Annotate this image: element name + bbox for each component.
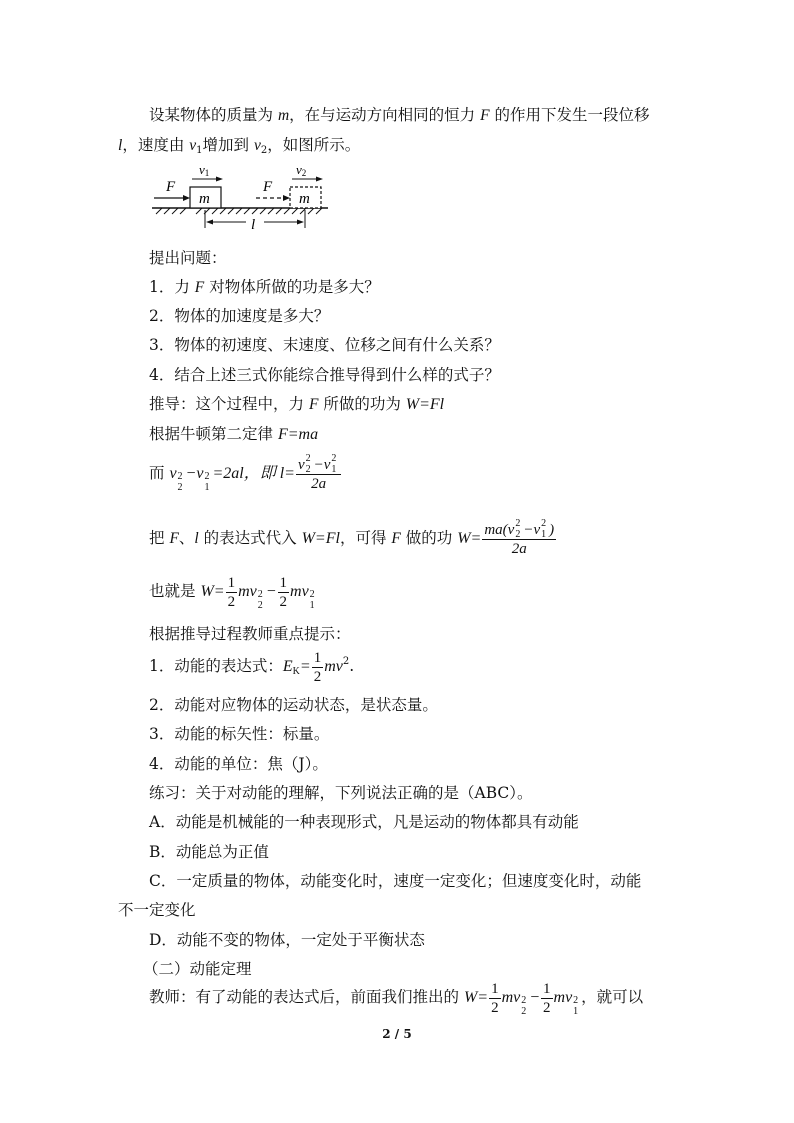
v1-label: v1 [199, 162, 210, 178]
velocity-arrowhead-v2 [316, 177, 323, 182]
derivation-substitute: 把 F、l 的表达式代入 W=Fl，可得 F 做的功 W= ma(v 2 2 −v 2 1 ) 2a [149, 518, 555, 557]
force-arrowhead-initial [183, 195, 190, 201]
question-4: 4．结合上述三式你能综合推导得到什么样的式子？ [149, 366, 500, 384]
work-fraction: ma(v 2 2 −v 2 1 ) 2a [484, 518, 555, 557]
velocity-arrowhead-v1 [216, 177, 223, 182]
motion-diagram [150, 158, 330, 236]
question-1: 1．力 F 对物体所做的功是多大？ [149, 278, 380, 296]
force-label-final: F [263, 179, 273, 195]
block-initial-mass-label: m [199, 191, 210, 207]
question-3: 3．物体的初速度、末速度、位移之间有什么关系？ [149, 336, 500, 354]
section-title: （二）动能定理 [143, 960, 252, 978]
page-number: 2 / 5 [382, 1027, 412, 1041]
questions-heading: 提出问题： [149, 249, 227, 267]
exercise-option-c-line1: C．一定质量的物体，动能变化时，速度一定变化；但速度变化时，动能 [149, 872, 642, 890]
hint-2: 2．动能对应物体的运动状态，是状态量。 [149, 696, 438, 714]
derivation-work: 推导：这个过程中，力 F 所做的功为 W=Fl [149, 395, 445, 413]
v2-label: v2 [296, 162, 307, 178]
exercise-prompt: 练习：关于对动能的理解，下列说法正确的是（ABC）。 [149, 784, 533, 802]
question-2: 2．物体的加速度是多大？ [149, 307, 330, 325]
ground-hatch [156, 208, 322, 214]
hints-heading: 根据推导过程教师重点提示： [149, 625, 351, 643]
displacement-label: l [251, 217, 256, 233]
derivation-kinematics: 而 v 2 2 −v 2 1 =2al，即 l= v 2 2 −v 2 1 2a [149, 455, 342, 493]
displacement-fraction: v 2 2 −v 2 1 2a [296, 455, 341, 493]
hint-4: 4．动能的单位：焦（J）。 [149, 755, 328, 773]
intro-line-1: 设某物体的质量为 m，在与运动方向相同的恒力 F 的作用下发生一段位移 [149, 106, 650, 124]
hint-3: 3．动能的标矢性：标量。 [149, 725, 330, 743]
exercise-option-c-line2: 不一定变化 [118, 901, 196, 919]
intro-line-2: l，速度由 $v_1$增加到 $v_2$，如图所示。 [118, 136, 361, 156]
force-label-initial: F [166, 179, 176, 195]
exercise-option-d: D．动能不变的物体，一定处于平衡状态 [149, 931, 425, 949]
force-arrowhead-final [283, 195, 290, 201]
derivation-result: 也就是 W= $\frac{1}{2}$ mv 2 2 − $\frac{1}{2}$ mv 2 1 [149, 574, 315, 611]
exercise-option-a: A．动能是机械能的一种表现形式，凡是运动的物体都具有动能 [149, 813, 579, 831]
block-final-mass-label: m [299, 191, 310, 207]
derivation-newton: 根据牛顿第二定律 F=ma [149, 425, 319, 443]
exercise-option-b: B．动能总为正值 [149, 843, 269, 861]
hint-1: 1．动能的表达式：$E_K=$ $\frac{1}{2}$ $mv^2$. [149, 649, 355, 685]
section-teacher-line: 教师：有了动能的表达式后，前面我们推出的 W= $\frac{1}{2}$ mv 2 2 − $\frac{1}{2}$ mv 2 1 ，就可以 [149, 980, 644, 1017]
